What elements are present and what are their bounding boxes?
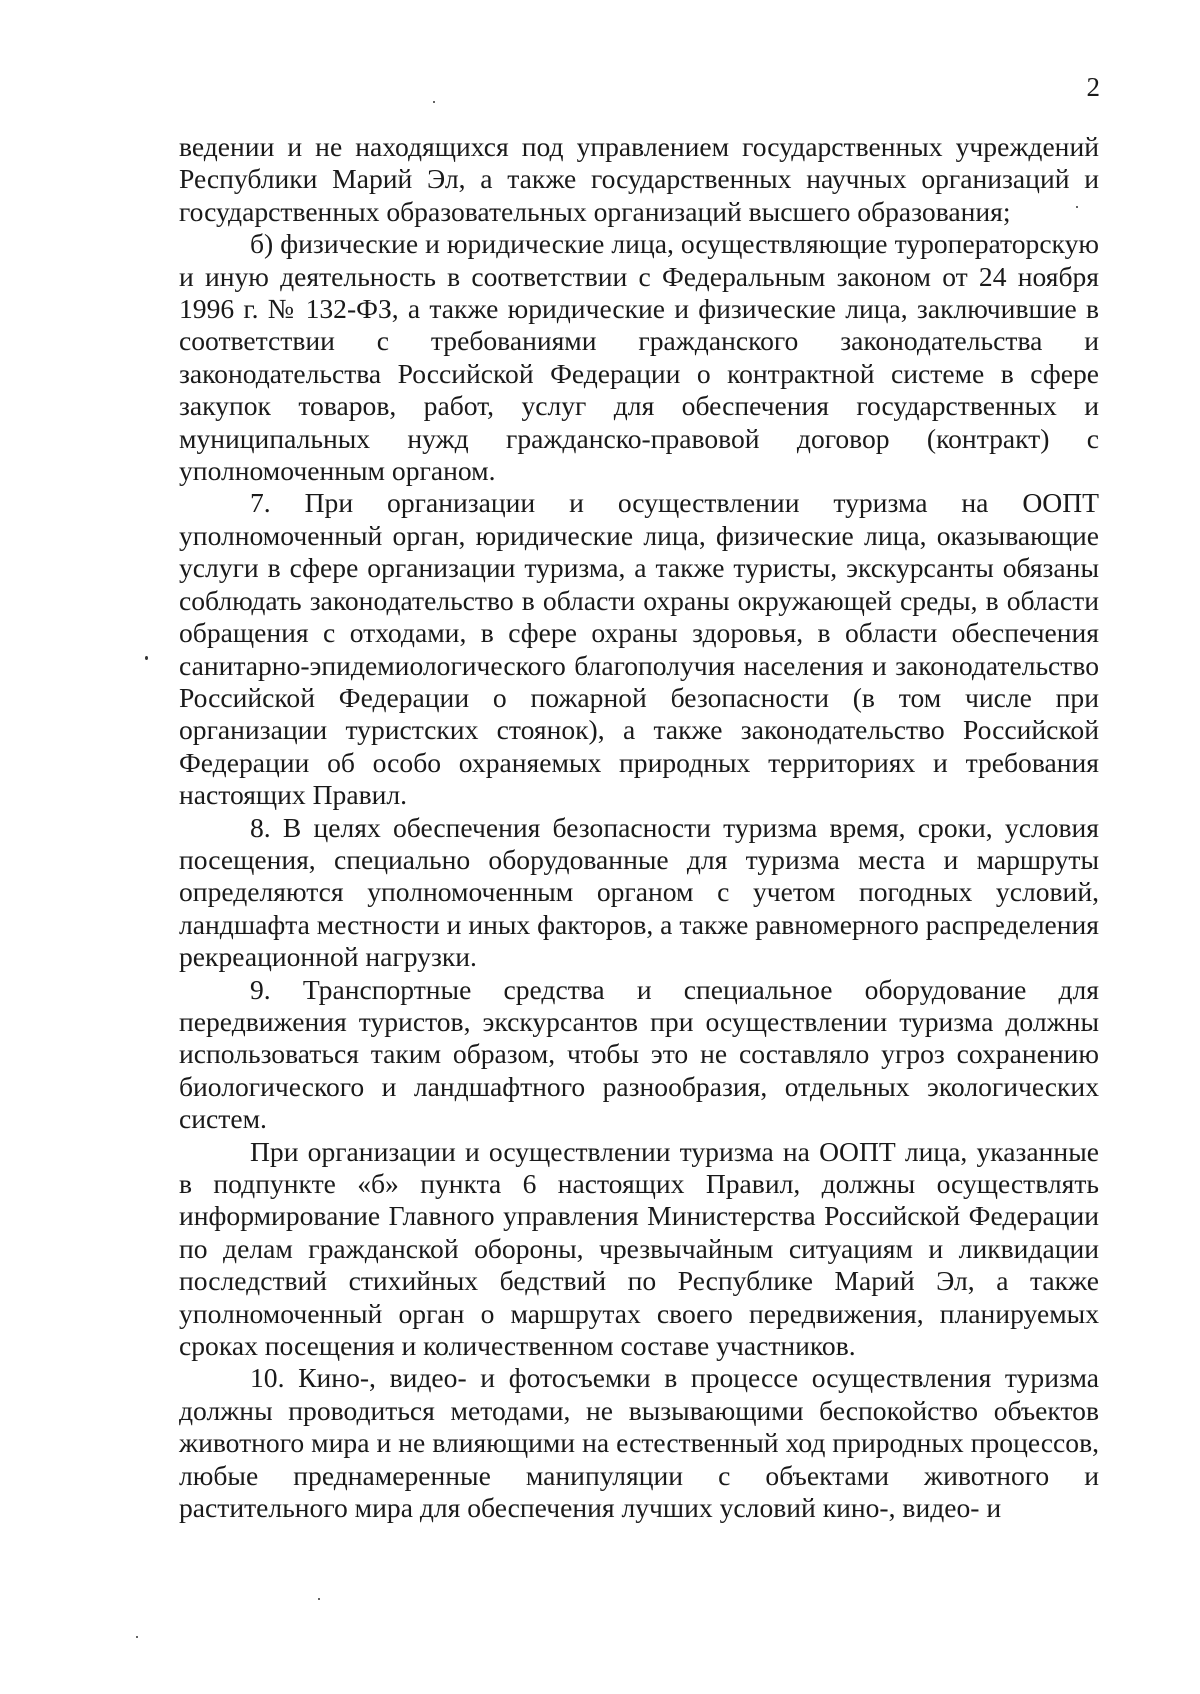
paragraph-item-8: 8. В целях обеспечения безопасности туризма время, сроки, условия посещения, специально оборудованные для туризма места и маршруты определяются уполномоченным органом с учетом погодных условий, ландшафта местности и иных факторов, а также равномерного распределения рекреационной нагрузки. xyxy=(179,811,1099,973)
scan-speck xyxy=(1076,206,1078,208)
paragraph-item-7: 7. При организации и осуществлении туризма на ООПТ уполномоченный орган, юридические лица, физические лица, оказывающие услуги в сфере организации туризма, а также туристы, экскурсанты обязаны соблюдать законодательство в области охраны окружающей среды, в области обращения с отходами, в сфере охраны здоровья, в области обеспечения санитарно-эпидемиологического благополучия населения и законодательство Российской Федерации о пожарной безопасности (в том числе при организации туристских стоянок), а также законодательство Российской Федерации об особо охраняемых природных территориях и требования настоящих Правил. xyxy=(179,487,1099,811)
scan-speck xyxy=(136,1636,138,1638)
document-body xyxy=(179,131,1099,1524)
paragraph-item-10: 10. Кино-, видео- и фотосъемки в процессе осуществления туризма должны проводиться методами, не вызывающими беспокойство объектов животного мира и не влияющими на естественный ход природных процессов, любые преднамеренные манипуляции с объектами животного и растительного мира для обеспечения лучших условий кино-, видео- и xyxy=(179,1362,1099,1524)
paragraph-subitem-b: б) физические и юридические лица, осуществляющие туроператорскую и иную деятельность в соответствии с Федеральным законом от 24 ноября 1996 г. № 132-ФЗ, а также юридические и физические лица, заключившие в соответствии с требованиями гражданского законодательства и законодательства Российской Федерации о контрактной системе в сфере закупок товаров, работ, услуг для обеспечения государственных и муниципальных нужд гражданско-правовой договор (контракт) с уполномоченным органом. xyxy=(179,228,1099,487)
paragraph-continuation: ведении и не находящихся под управлением государственных учреждений Республики Марий Эл, а также государственных научных организаций и государственных образовательных организаций высшего образования; xyxy=(179,131,1099,227)
scan-speck xyxy=(433,101,435,103)
scan-speck xyxy=(318,1598,320,1600)
paragraph-item-9-continued: При организации и осуществлении туризма на ООПТ лица, указанные в подпункте «б» пункта 6 настоящих Правил, должны осуществлять информирование Главного управления Министерства Российской Федерации по делам гражданской обороны, чрезвычайным ситуациям и ликвидации последствий стихийных бедствий по Республике Марий Эл, а также уполномоченный орган о маршрутах своего передвижения, планируемых сроках посещения и количественном составе участников. xyxy=(179,1135,1099,1362)
scan-speck xyxy=(145,656,148,660)
page-number: 2 xyxy=(1086,72,1100,102)
paragraph-item-9: 9. Транспортные средства и специальное оборудование для передвижения туристов, экскурсантов при осуществлении туризма должны использоваться таким образом, чтобы это не составляло угроз сохранению биологического и ландшафтного разнообразия, отдельных экологических систем. xyxy=(179,973,1099,1135)
